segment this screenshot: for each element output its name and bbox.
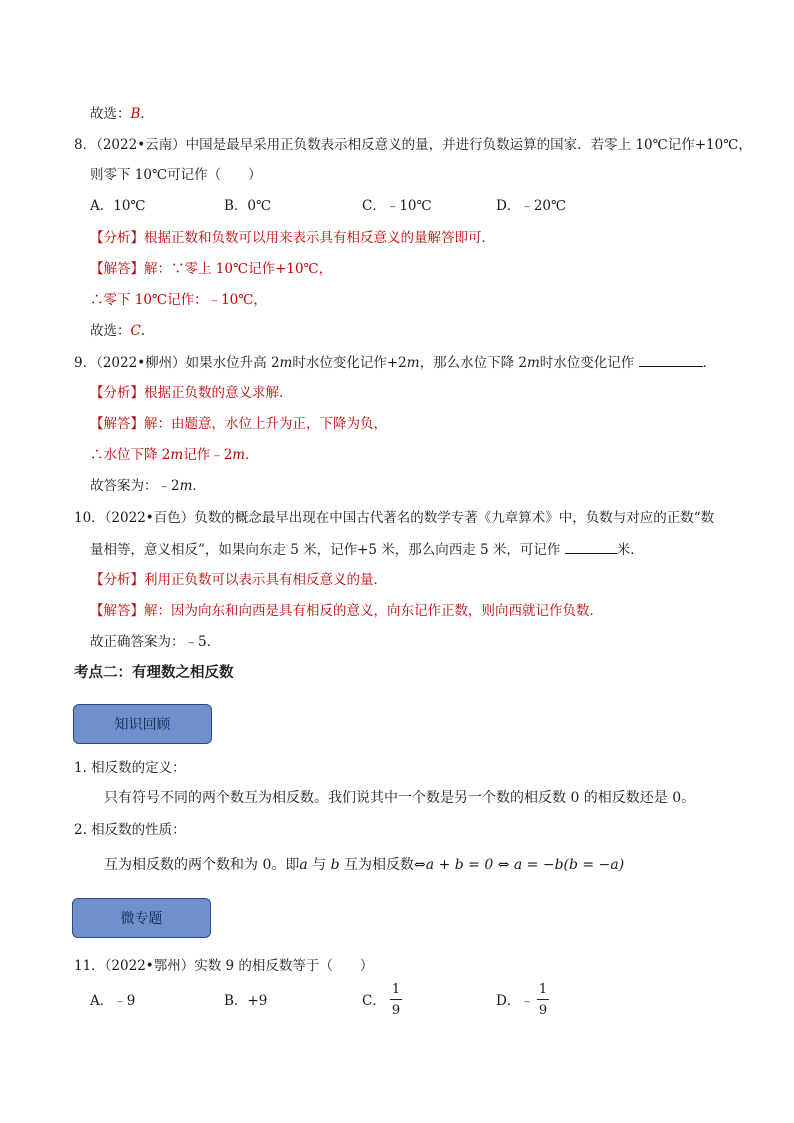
- q11-option-d-denominator: 9: [538, 1003, 548, 1018]
- q9-var: m: [279, 355, 293, 371]
- math-var-b: b: [330, 857, 340, 873]
- q10-text-end: 米．: [616, 542, 644, 558]
- q8-option-b: B．0℃: [224, 198, 272, 214]
- q8-option-a: A．10℃: [90, 198, 146, 214]
- solution-text: 记作﹣2: [183, 447, 233, 463]
- math-formula: a + b = 0 ⇔ a = −b(b = −a): [425, 857, 625, 873]
- solution-text: ∴水位下降 2: [90, 447, 171, 463]
- q11-stem: 11．（2022•鄂州）实数 9 的相反数等于（ ）: [74, 958, 374, 974]
- q9-var: m: [232, 447, 246, 463]
- analysis-tag: 【分析】: [90, 572, 144, 588]
- property-text-3: 互为相反数⇔: [339, 857, 426, 873]
- q8-option-d: D．﹣20℃: [496, 198, 567, 214]
- solution-text: 解：因为向东和向西是具有相反的意义，向东记作正数，则向西就记作负数．: [144, 603, 603, 619]
- solution-text: 解：∵零上 10℃记作+10℃，: [144, 261, 333, 277]
- solution-tag: 【解答】: [90, 416, 144, 432]
- answer-text: 故答案为：﹣2: [90, 478, 180, 494]
- property-label: 2. 相反数的性质：: [74, 822, 186, 838]
- answer-suffix: ．: [140, 106, 154, 122]
- q10-stem-line1: 10．（2022•百色）负数的概念最早出现在中国古代著名的数学专著《九章算术》中，负数与对应的正数“数: [74, 510, 715, 526]
- micro-topic-badge: 微专题: [72, 898, 211, 938]
- section-title: 考点二：有理数之相反数: [74, 665, 234, 681]
- answer-suffix: ．: [140, 323, 155, 339]
- math-var-a: a: [299, 857, 308, 873]
- q8-analysis: [90, 228, 495, 248]
- q9-stem: [74, 352, 716, 373]
- answer-prefix: 故选：: [90, 106, 131, 122]
- knowledge-review-badge: 知识回顾: [73, 704, 212, 744]
- solution-tag: 【解答】: [90, 261, 144, 277]
- q9-var: m: [179, 478, 193, 494]
- q11-option-c-numerator: 1: [391, 982, 401, 997]
- analysis-tag: 【分析】: [90, 230, 144, 246]
- q10-answer-line: 故正确答案为：﹣5．: [90, 634, 221, 650]
- q9-analysis: [90, 383, 293, 403]
- q8-solution-line2: ∴零下 10℃记作：﹣10℃，: [90, 292, 267, 308]
- q9-text-2: 时水位变化记作+2: [292, 355, 407, 371]
- definition-text: 只有符号不同的两个数互为相反数。我们说其中一个数是另一个数的相反数 0 的相反数还是 0。: [104, 790, 696, 806]
- answer-text: ．: [192, 478, 206, 494]
- q9-solution: [90, 414, 387, 434]
- q11-option-d-fraction-bar: [537, 999, 549, 1000]
- q8-answer-line: [90, 321, 154, 341]
- definition-label: 1. 相反数的定义：: [74, 760, 186, 776]
- q11-option-d: D．﹣: [496, 993, 534, 1009]
- q10-stem-line2: [90, 539, 644, 560]
- q7-answer-line: [90, 104, 154, 124]
- q11-option-c-fraction-bar: [390, 999, 402, 1000]
- answer-value: C: [130, 323, 141, 339]
- q10-solution: [90, 601, 603, 621]
- q9-var: m: [526, 355, 540, 371]
- property-text: [104, 855, 624, 875]
- answer-value: B: [130, 106, 141, 122]
- q10-answer-blank[interactable]: [565, 539, 617, 554]
- q8-stem-line2: 则零下 10℃可记作（ ）: [90, 167, 262, 183]
- q9-text-1: 9．（2022•柳州）如果水位升高 2: [74, 355, 280, 371]
- q11-option-c: C．: [362, 993, 386, 1009]
- analysis-text: 利用正负数可以表示具有相反意义的量．: [144, 572, 387, 588]
- answer-prefix: 故选：: [90, 323, 131, 339]
- analysis-text: 根据正数和负数可以用来表示具有相反意义的量解答即可．: [144, 230, 495, 246]
- q9-var: m: [406, 355, 420, 371]
- solution-tag: 【解答】: [90, 603, 144, 619]
- analysis-tag: 【分析】: [90, 385, 144, 401]
- q9-text-4: 时水位变化记作: [539, 355, 639, 371]
- q9-text-3: ，那么水位下降 2: [419, 355, 527, 371]
- analysis-text: 根据正负数的意义求解．: [144, 385, 293, 401]
- solution-text: 解：由题意，水位上升为正，下降为负，: [144, 416, 387, 432]
- property-text-2: 与: [307, 857, 331, 873]
- q11-option-a: A．﹣9: [90, 993, 136, 1009]
- q11-option-d-numerator: 1: [538, 982, 548, 997]
- q11-option-c-denominator: 9: [391, 1003, 401, 1018]
- property-text-1: 互为相反数的两个数和为 0。即: [104, 857, 300, 873]
- q8-solution: [90, 259, 332, 279]
- q9-solution-line2: [90, 445, 259, 465]
- q9-answer-line: [90, 476, 206, 496]
- q8-stem-line1: 8．（2022•云南）中国是最早采用正负数表示相反意义的量，并进行负数运算的国家．若零上 10℃记作+10℃，: [74, 137, 752, 153]
- solution-text: ．: [245, 447, 259, 463]
- q9-text-end: ．: [702, 355, 717, 371]
- q9-var: m: [170, 447, 184, 463]
- q8-option-c: C．﹣10℃: [362, 198, 432, 214]
- q9-answer-blank[interactable]: [639, 352, 703, 367]
- q10-text: 量相等，意义相反”，如果向东走 5 米，记作+5 米，那么向西走 5 米，可记作: [90, 542, 565, 558]
- q11-option-b: B．+9: [224, 993, 268, 1009]
- q10-analysis: [90, 570, 387, 590]
